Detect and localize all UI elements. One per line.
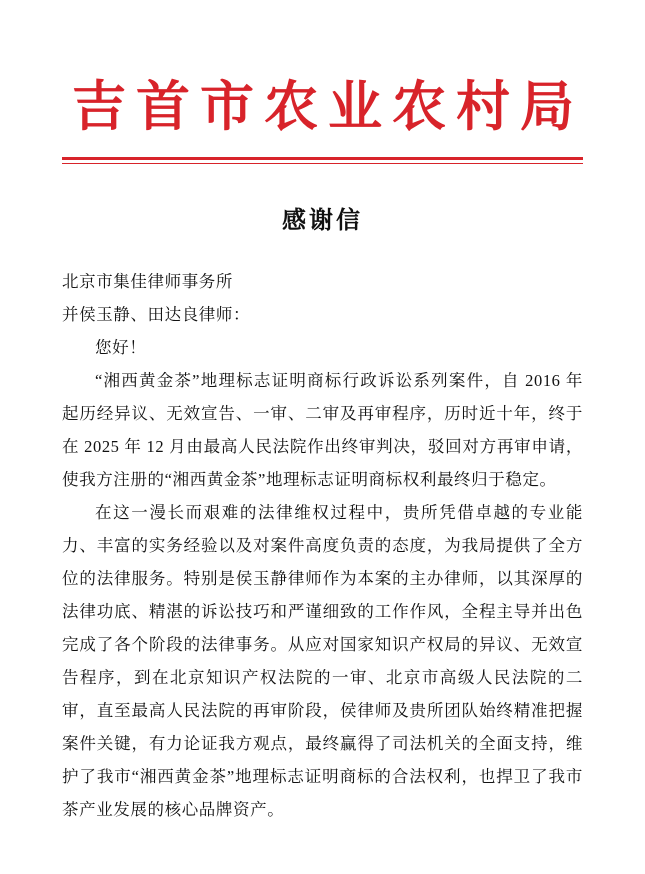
letterhead-organization-title: 吉首市农业农村局	[72, 74, 584, 138]
salutation: 您好！	[95, 337, 147, 357]
divider-thin-line	[62, 163, 583, 164]
document-title: 感谢信	[282, 204, 363, 234]
addressee-line-2: 并侯玉静、田达良律师：	[62, 304, 251, 324]
document-body	[62, 265, 583, 826]
body-paragraph-1: “湘西黄金茶”地理标志证明商标行政诉讼系列案件，自 2016 年起历经异议、无效宣告、一审、二审及再审程序，历时近十年，终于在 2025 年 12 月由最高人民法院作出终审判决，驳回对方再审申请，使我方注册的“湘西黄金茶”地理标志证明商标权利最终归于稳定。	[62, 370, 583, 489]
letterhead	[62, 0, 583, 164]
letterhead-divider	[62, 157, 583, 164]
addressee-line-1: 北京市集佳律师事务所	[62, 271, 233, 291]
divider-thick-line	[62, 157, 583, 160]
body-paragraph-2: 在这一漫长而艰难的法律维权过程中，贵所凭借卓越的专业能力、丰富的实务经验以及对案件高度负责的态度，为我局提供了全方位的法律服务。特别是侯玉静律师作为本案的主办律师，以其深厚的法律功底、精湛的诉讼技巧和严谨细致的工作作风，全程主导并出色完成了各个阶段的法律事务。从应对国家知识产权局的异议、无效宣告程序，到在北京知识产权法院的一审、北京市高级人民法院的二审，直至最高人民法院的再审阶段，侯律师及贵所团队始终精准把握案件关键，有力论证我方观点，最终赢得了司法机关的全面支持，维护了我市“湘西黄金茶”地理标志证明商标的合法权利，也捍卫了我市茶产业发展的核心品牌资产。	[62, 502, 583, 819]
